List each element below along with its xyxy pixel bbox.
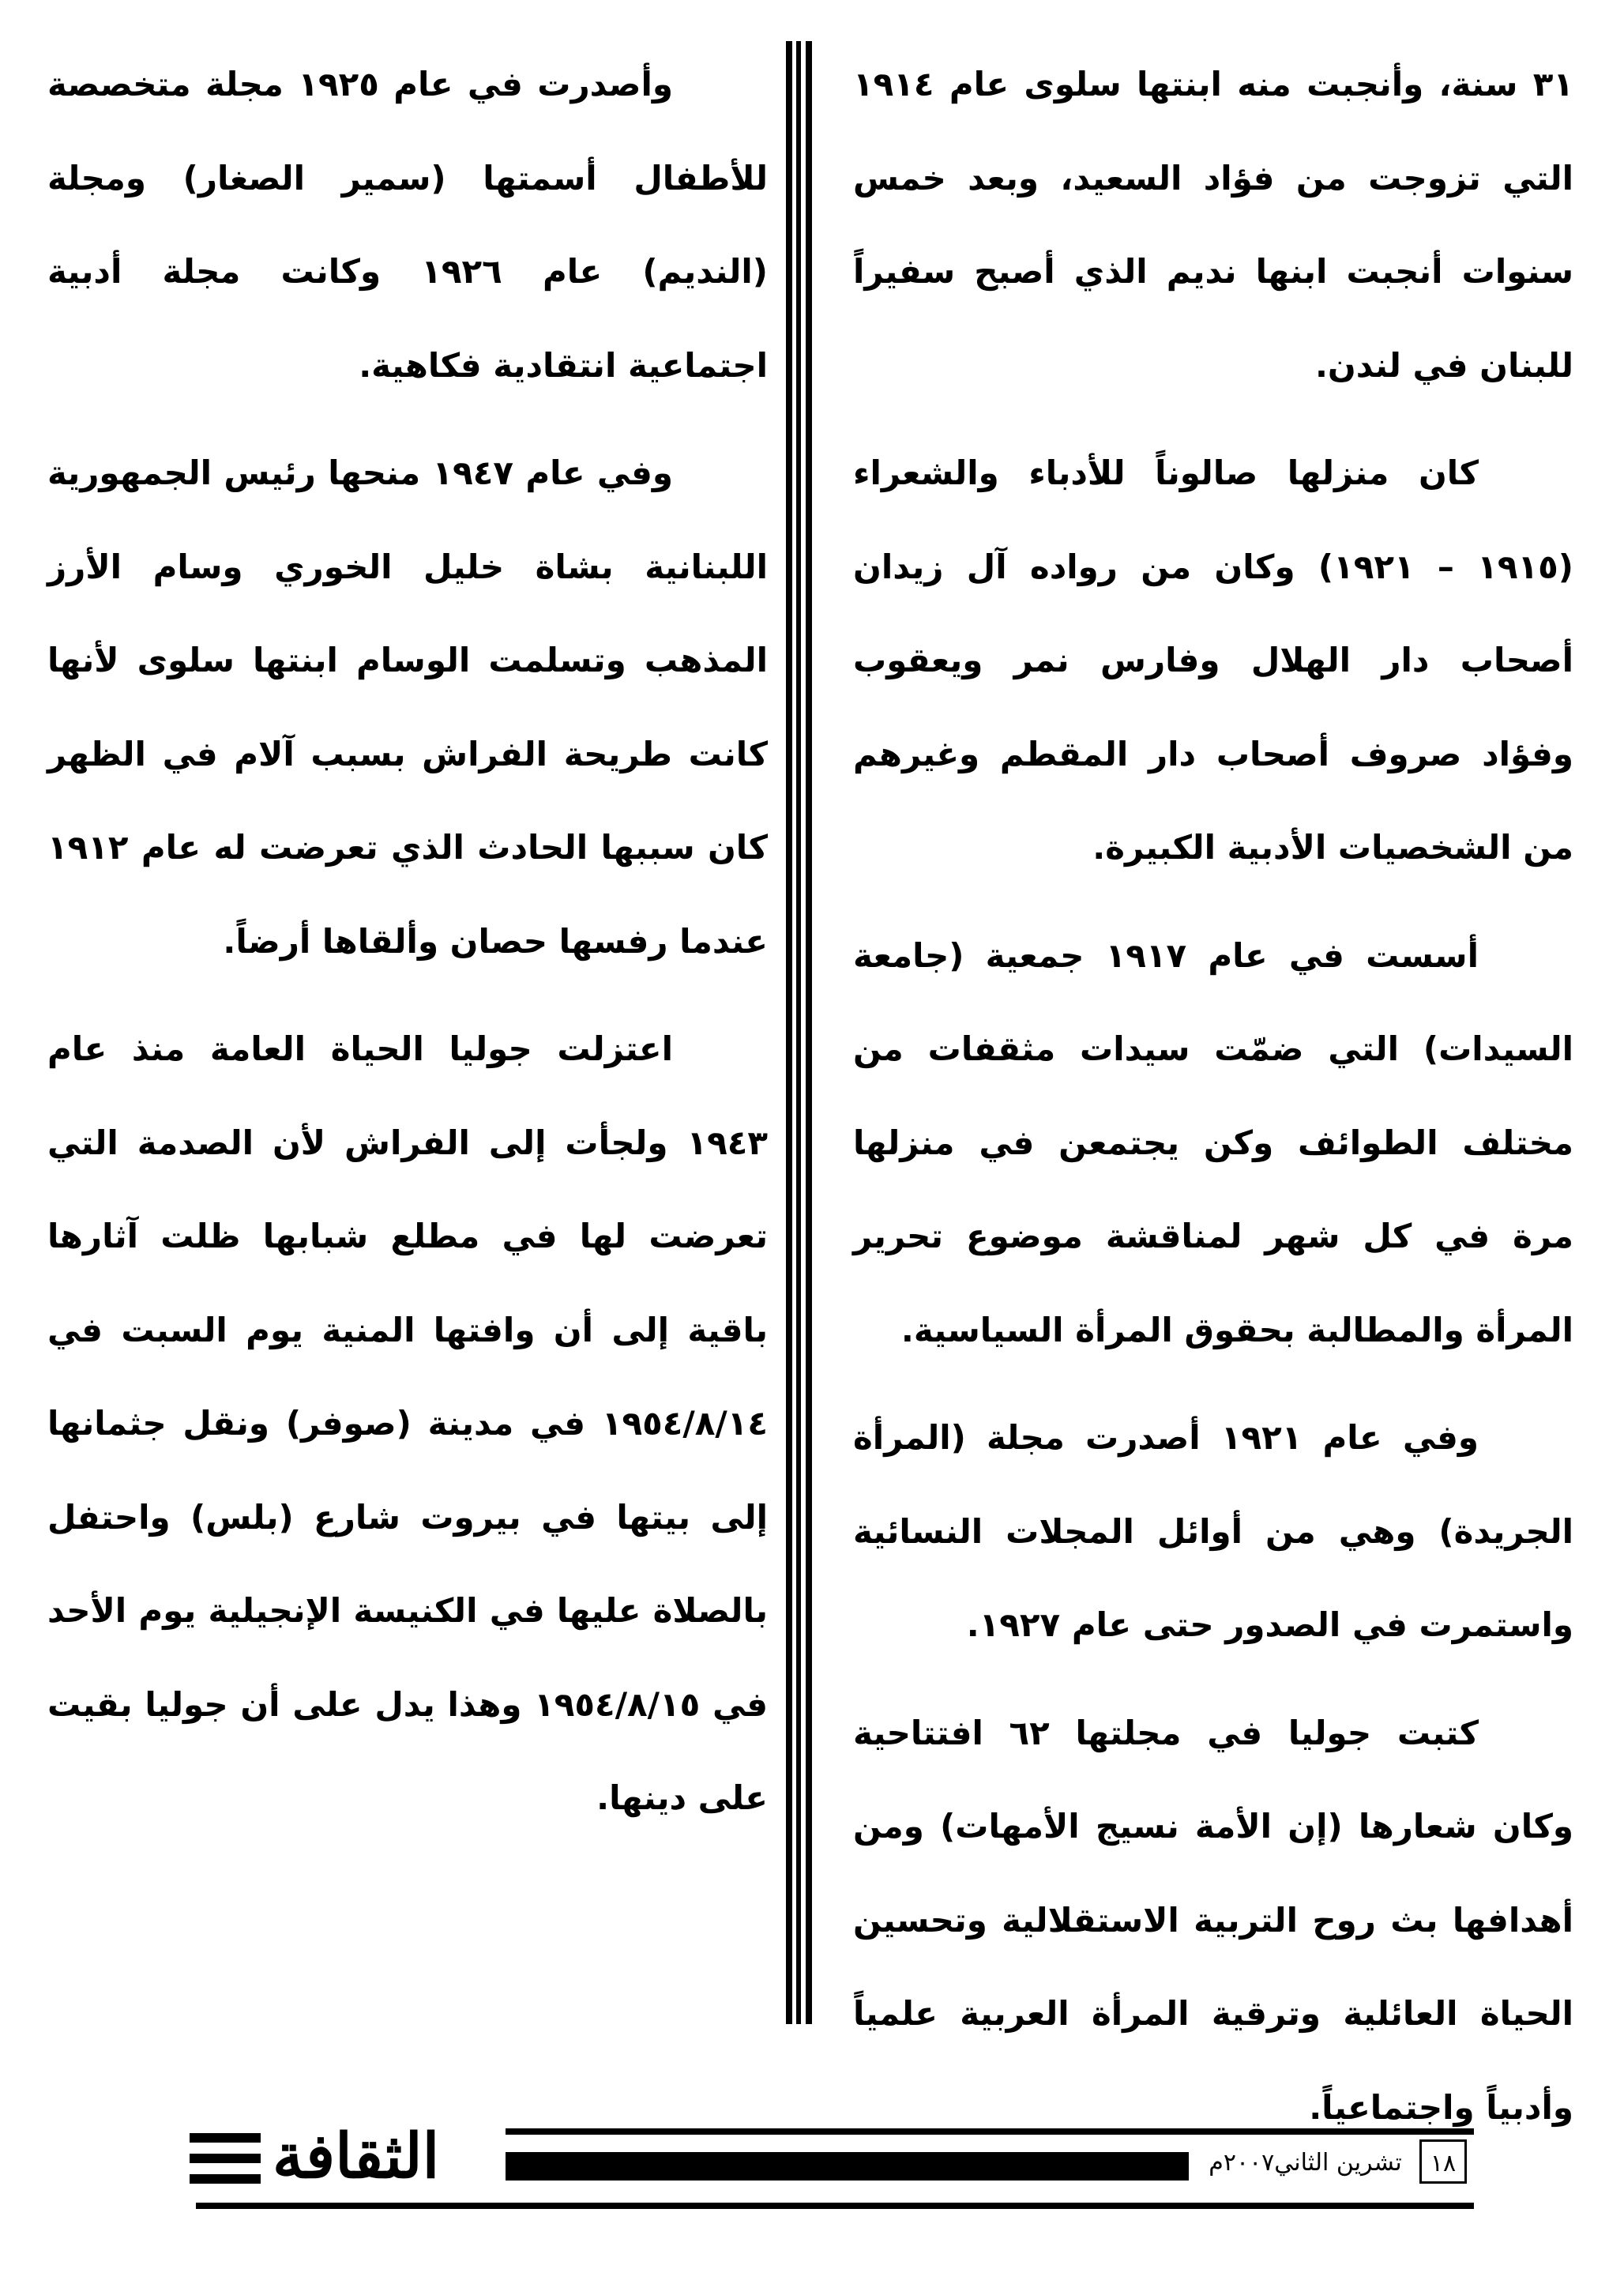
page-footer [0, 2102, 1624, 2228]
paragraph: وفي عام ١٩٢١ أصدرت مجلة (المرأة الجريدة) وهي من أوائل المجلات النسائية واستمرت في الصدور حتى عام ١٩٢٧. [853, 1418, 1573, 1644]
column-divider [786, 41, 813, 2024]
paragraph: وفي عام ١٩٤٧ منحها رئيس الجمهورية اللبنانية بشاة خليل الخوري وسام الأرز المذهب وتسلمت الوسام ابنتها سلوى لأنها كانت طريحة الفراش بسبب آلام في الظهر كان سببها الحادث الذي تعرضت له عام ١٩١٢ عندما رفسها حصان وألقاها أرضاً. [47, 453, 768, 961]
logo-bars [190, 2133, 261, 2196]
right-text-column [853, 38, 1573, 2154]
paragraph: كان منزلها صالوناً للأدباء والشعراء (١٩١٥ – ١٩٢١) وكان من رواده آل زيدان أصحاب دار الهلال وفارس نمر ويعقوب وفؤاد صروف أصحاب دار المقطم وغيرهم من الشخصيات الأدبية الكبيرة. [853, 453, 1573, 867]
issue-date: تشرين الثاني٢٠٠٧م [1209, 2149, 1402, 2177]
paragraph: اعتزلت جوليا الحياة العامة منذ عام ١٩٤٣ ولجأت إلى الفراش لأن الصدمة التي تعرضت لها في مطلع شبابها ظلت آثارها باقية إلى أن وافتها المنية يوم السبت في ١٩٥٤/٨/١٤ في مدينة (صوفر) ونقل جثمانها إلى بيتها في بيروت شارع (بلس) واحتفل بالصلاة عليها في الكنيسة الإنجيلية يوم الأحد في ١٩٥٤/٨/١٥ وهذا يدل على أن جوليا بقيت على دينها. [47, 1029, 768, 1817]
paragraph: كتبت جوليا في مجلتها ٦٢ افتتاحية وكان شعارها (إن الأمة نسيج الأمهات) ومن أهدافها بث روح التربية الاستقلالية وتحسين الحياة العائلية وترقية المرأة العربية علمياً وأدبياً واجتماعياً. [853, 1713, 1573, 2127]
paragraph: وأصدرت في عام ١٩٢٥ مجلة متخصصة للأطفال أسمتها (سمير الصغار) ومجلة (النديم) عام ١٩٢٦ وكانت مجلة أدبية اجتماعية انتقادية فكاهية. [47, 65, 769, 385]
paragraph: ٣١ سنة، وأنجبت منه ابنتها سلوى عام ١٩١٤ التي تزوجت من فؤاد السعيد، وبعد خمس سنوات أنجبت ابنها نديم الذي أصبح سفيراً للبنان في لندن. [853, 65, 1573, 385]
paragraph: أسست في عام ١٩١٧ جمعية (جامعة السيدات) التي ضمّت سيدات مثقفات من مختلف الطوائف وكن يجتمعن في منزلها مرة في كل شهر لمناقشة موضوع تحرير المرأة والمطالبة بحقوق المرأة السياسية. [853, 935, 1573, 1349]
footer-black-bar [506, 2152, 1189, 2181]
footer-rule [196, 2203, 1474, 2209]
left-text-column [47, 38, 768, 1846]
page-number: ١٨ [1419, 2139, 1467, 2184]
footer-rule [506, 2128, 1474, 2135]
magazine-logo: الثقافة [273, 2120, 440, 2192]
